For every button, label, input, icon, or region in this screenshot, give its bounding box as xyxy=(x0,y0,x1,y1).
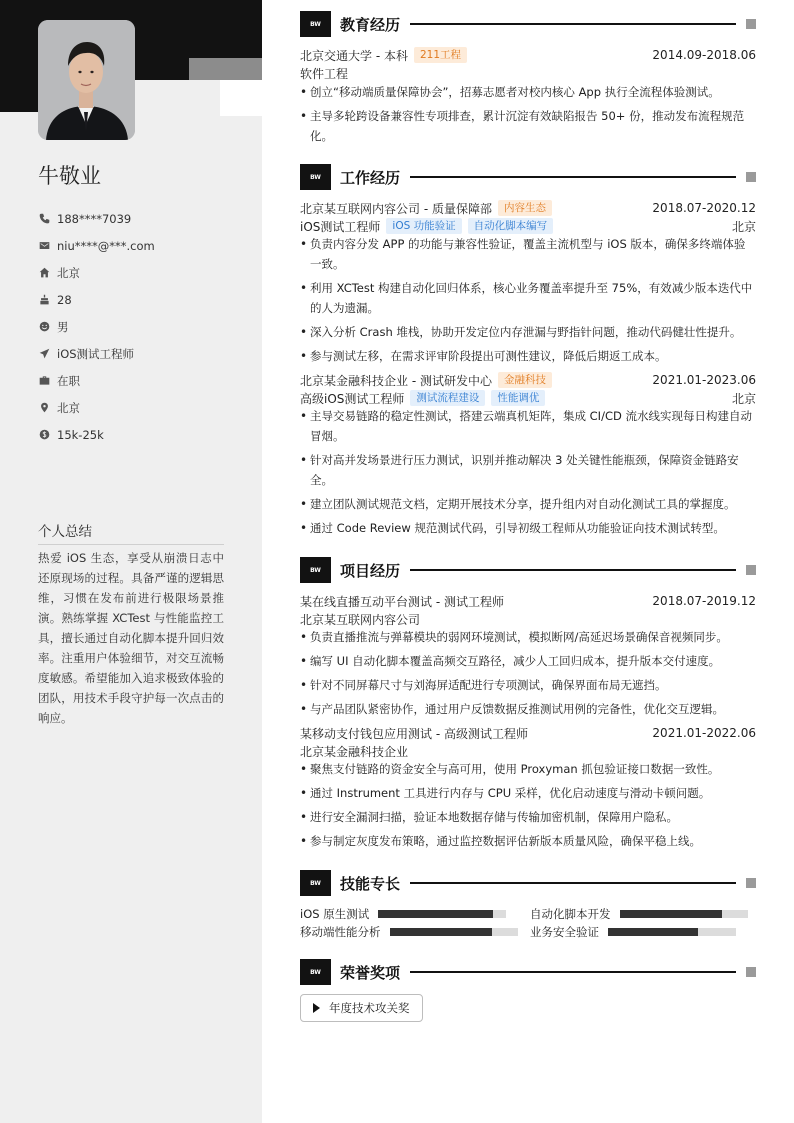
section-badge: BW xyxy=(300,164,331,190)
section-divider xyxy=(410,176,736,178)
education-header-row xyxy=(300,46,756,64)
section-title: 项目经历 xyxy=(340,561,401,580)
list-item: • 主导多轮跨设备兼容性专项排查，累计沉淀有效缺陷报告 50+ 份，推动发布流程规范化。 xyxy=(300,106,756,146)
skill-bar xyxy=(608,928,736,936)
list-item: • 通过 Code Review 规范测试代码，引导初级工程师从功能验证向技术测试转型。 xyxy=(300,518,756,538)
project-name: 某移动支付钱包应用测试 - 高级测试工程师 xyxy=(300,726,528,741)
section-title: 工作经历 xyxy=(340,168,401,187)
info-phone xyxy=(38,205,248,232)
skill-bar xyxy=(620,910,748,918)
company-tag: 金融科技 xyxy=(498,372,552,388)
project-bullets xyxy=(300,627,756,723)
list-item: • 建立团队测试规范文档，定期开展技术分享，提升组内对自动化测试工具的掌握度。 xyxy=(300,494,756,514)
info-text: 28 xyxy=(57,292,72,307)
section-marker xyxy=(746,172,756,182)
briefcase-icon xyxy=(38,375,50,387)
list-item: • 编写 UI 自动化脚本覆盖高频交互路径，减少人工回归成本，提升版本交付速度。 xyxy=(300,651,756,671)
info-status xyxy=(38,367,248,394)
job-role: iOS测试工程师 xyxy=(300,219,381,234)
work-header-row xyxy=(300,199,756,217)
work-header-row xyxy=(300,371,756,389)
list-item: • 创立“移动端质量保障协会”，招募志愿者对校内核心 App 执行全流程体验测试。 xyxy=(300,82,756,102)
summary-text: 热爱 iOS 生态，享受从崩溃日志中还原现场的过程。具备严谨的逻辑思维，习惯在发布前进行极限场景推演。熟练掌握 XCTest 与性能监控工具，擅长通过自动化脚本提升回归效率。注重用户体验细节，对交互流畅度敏感。希望能加入追求极致体验的团队，用技术手段守护每一次点击的响应。 xyxy=(38,551,224,725)
school-name: 北京交通大学 - 本科 xyxy=(300,48,408,63)
section-title: 教育经历 xyxy=(340,15,401,34)
skill-bar-fill xyxy=(620,910,722,918)
list-item: • 参与测试左移，在需求评审阶段提出可测性建议，降低后期返工成本。 xyxy=(300,346,756,366)
project-company-row xyxy=(300,610,756,628)
home-icon xyxy=(38,267,50,279)
section-marker xyxy=(746,565,756,575)
contact-info-list xyxy=(38,205,248,448)
education-major: 软件工程 xyxy=(300,66,349,81)
skill-item xyxy=(530,924,736,940)
list-item: • 负责直播推流与弹幕模块的弱网环境测试，模拟断网/高延迟场景确保音视频同步。 xyxy=(300,627,756,647)
work-role-row xyxy=(300,217,756,235)
info-residence xyxy=(38,259,248,286)
project-company: 北京某互联网内容公司 xyxy=(300,612,421,627)
work-city: 北京 xyxy=(731,219,756,234)
section-badge: BW xyxy=(300,11,331,37)
role-tag: iOS 功能验证 xyxy=(386,218,461,234)
skill-bar xyxy=(390,928,518,936)
section-badge: BW xyxy=(300,557,331,583)
list-item: • 深入分析 Crash 堆栈，协助开发定位内存泄漏与野指针问题，推动代码健壮性提升。 xyxy=(300,322,756,342)
skill-item xyxy=(300,906,506,922)
section-marker xyxy=(746,967,756,977)
skill-name: 业务安全验证 xyxy=(530,925,599,939)
section-header-skills xyxy=(300,870,756,896)
project-company-row xyxy=(300,742,756,760)
section-divider xyxy=(410,569,736,571)
school-tag: 211工程 xyxy=(414,47,467,63)
list-item: • 与产品团队紧密协作，通过用户反馈数据反推测试用例的完备性，优化交互逻辑。 xyxy=(300,699,756,719)
info-text: 男 xyxy=(57,319,69,334)
info-text: niu****@***.com xyxy=(57,238,155,253)
send-icon xyxy=(38,348,50,360)
skill-bar-fill xyxy=(378,910,493,918)
work-bullets xyxy=(300,406,756,542)
skill-name: 自动化脚本开发 xyxy=(530,907,611,921)
education-bullets xyxy=(300,82,756,150)
section-marker xyxy=(746,19,756,29)
education-date: 2014.09-2018.06 xyxy=(652,48,756,62)
role-tag: 自动化脚本编写 xyxy=(468,218,554,234)
project-name: 某在线直播互动平台测试 - 测试工程师 xyxy=(300,594,504,609)
info-salary xyxy=(38,421,248,448)
info-age xyxy=(38,286,248,313)
salary-icon xyxy=(38,429,50,441)
role-tag: 性能调优 xyxy=(491,390,545,406)
info-text: 188****7039 xyxy=(57,211,132,226)
section-badge: BW xyxy=(300,870,331,896)
award-item xyxy=(300,994,423,1022)
section-divider xyxy=(410,882,736,884)
job-role: 高级iOS测试工程师 xyxy=(300,391,405,406)
phone-icon xyxy=(38,213,50,225)
section-title: 荣誉奖项 xyxy=(340,963,401,982)
section-divider xyxy=(410,23,736,25)
skill-bar-fill xyxy=(608,928,698,936)
project-bullets xyxy=(300,759,756,855)
info-text: 北京 xyxy=(57,265,80,280)
section-header-honors xyxy=(300,959,756,985)
company-tag: 内容生态 xyxy=(498,200,552,216)
skill-bar-fill xyxy=(390,928,492,936)
summary-title: 个人总结 xyxy=(38,520,224,545)
skill-item xyxy=(530,906,748,922)
project-company: 北京某金融科技企业 xyxy=(300,744,409,759)
info-position xyxy=(38,340,248,367)
list-item: • 主导交易链路的稳定性测试，搭建云端真机矩阵，集成 CI/CD 流水线实现每日构建自动冒烟。 xyxy=(300,406,756,446)
profile-photo xyxy=(38,20,135,140)
cake-icon xyxy=(38,294,50,306)
section-marker xyxy=(746,878,756,888)
section-header-work xyxy=(300,164,756,190)
info-text: 北京 xyxy=(57,400,80,415)
info-text: iOS测试工程师 xyxy=(57,346,135,361)
header-accent-strip xyxy=(220,80,262,116)
info-text: 15k-25k xyxy=(57,427,104,442)
list-item: • 负责内容分发 APP 的功能与兼容性验证，覆盖主流机型与 iOS 版本，确保多终端体验一致。 xyxy=(300,234,756,274)
skill-bar xyxy=(378,910,506,918)
company-name: 北京某金融科技企业 - 测试研发中心 xyxy=(300,373,492,388)
work-date: 2018.07-2020.12 xyxy=(652,201,756,215)
info-gender xyxy=(38,313,248,340)
info-text: 在职 xyxy=(57,373,80,388)
project-header-row xyxy=(300,592,756,610)
section-badge: BW xyxy=(300,959,331,985)
list-item: • 通过 Instrument 工具进行内存与 CPU 采样，优化启动速度与滑动卡顿问题。 xyxy=(300,783,756,803)
section-header-education xyxy=(300,11,756,37)
award-label: 年度技术攻关奖 xyxy=(329,1001,410,1015)
list-item: • 进行安全漏洞扫描，验证本地数据存储与传输加密机制，保障用户隐私。 xyxy=(300,807,756,827)
work-city: 北京 xyxy=(731,391,756,406)
list-item: • 聚焦支付链路的资金安全与高可用，使用 Proxyman 抓包验证接口数据一致性。 xyxy=(300,759,756,779)
section-divider xyxy=(410,971,736,973)
skill-item xyxy=(300,924,518,940)
candidate-name: 牛敬业 xyxy=(38,164,101,188)
project-header-row xyxy=(300,724,756,742)
play-triangle-icon xyxy=(313,1003,320,1013)
info-email xyxy=(38,232,248,259)
list-item: • 针对高并发场景进行压力测试，识别并推动解决 3 处关键性能瓶颈，保障资金链路安全。 xyxy=(300,450,756,490)
company-name: 北京某互联网内容公司 - 质量保障部 xyxy=(300,201,492,216)
work-date: 2021.01-2023.06 xyxy=(652,373,756,387)
project-date: 2021.01-2022.06 xyxy=(652,726,756,740)
role-tag: 测试流程建设 xyxy=(410,390,485,406)
location-pin-icon xyxy=(38,402,50,414)
work-bullets xyxy=(300,234,756,370)
list-item: • 利用 XCTest 构建自动化回归体系，核心业务覆盖率提升至 75%，有效减少版本迭代中的人为遗漏。 xyxy=(300,278,756,318)
work-role-row xyxy=(300,389,756,407)
header-accent-bar xyxy=(189,58,262,80)
section-header-projects xyxy=(300,557,756,583)
section-title: 技能专长 xyxy=(340,874,401,893)
mail-icon xyxy=(38,240,50,252)
skill-name: iOS 原生测试 xyxy=(300,907,370,921)
education-major-row xyxy=(300,64,756,82)
gender-icon xyxy=(38,321,50,333)
project-date: 2018.07-2019.12 xyxy=(652,594,756,608)
list-item: • 参与制定灰度发布策略，通过监控数据评估新版本质量风险，确保平稳上线。 xyxy=(300,831,756,851)
skill-name: 移动端性能分析 xyxy=(300,925,381,939)
info-city xyxy=(38,394,248,421)
list-item: • 针对不同屏幕尺寸与刘海屏适配进行专项测试，确保界面布局无遮挡。 xyxy=(300,675,756,695)
